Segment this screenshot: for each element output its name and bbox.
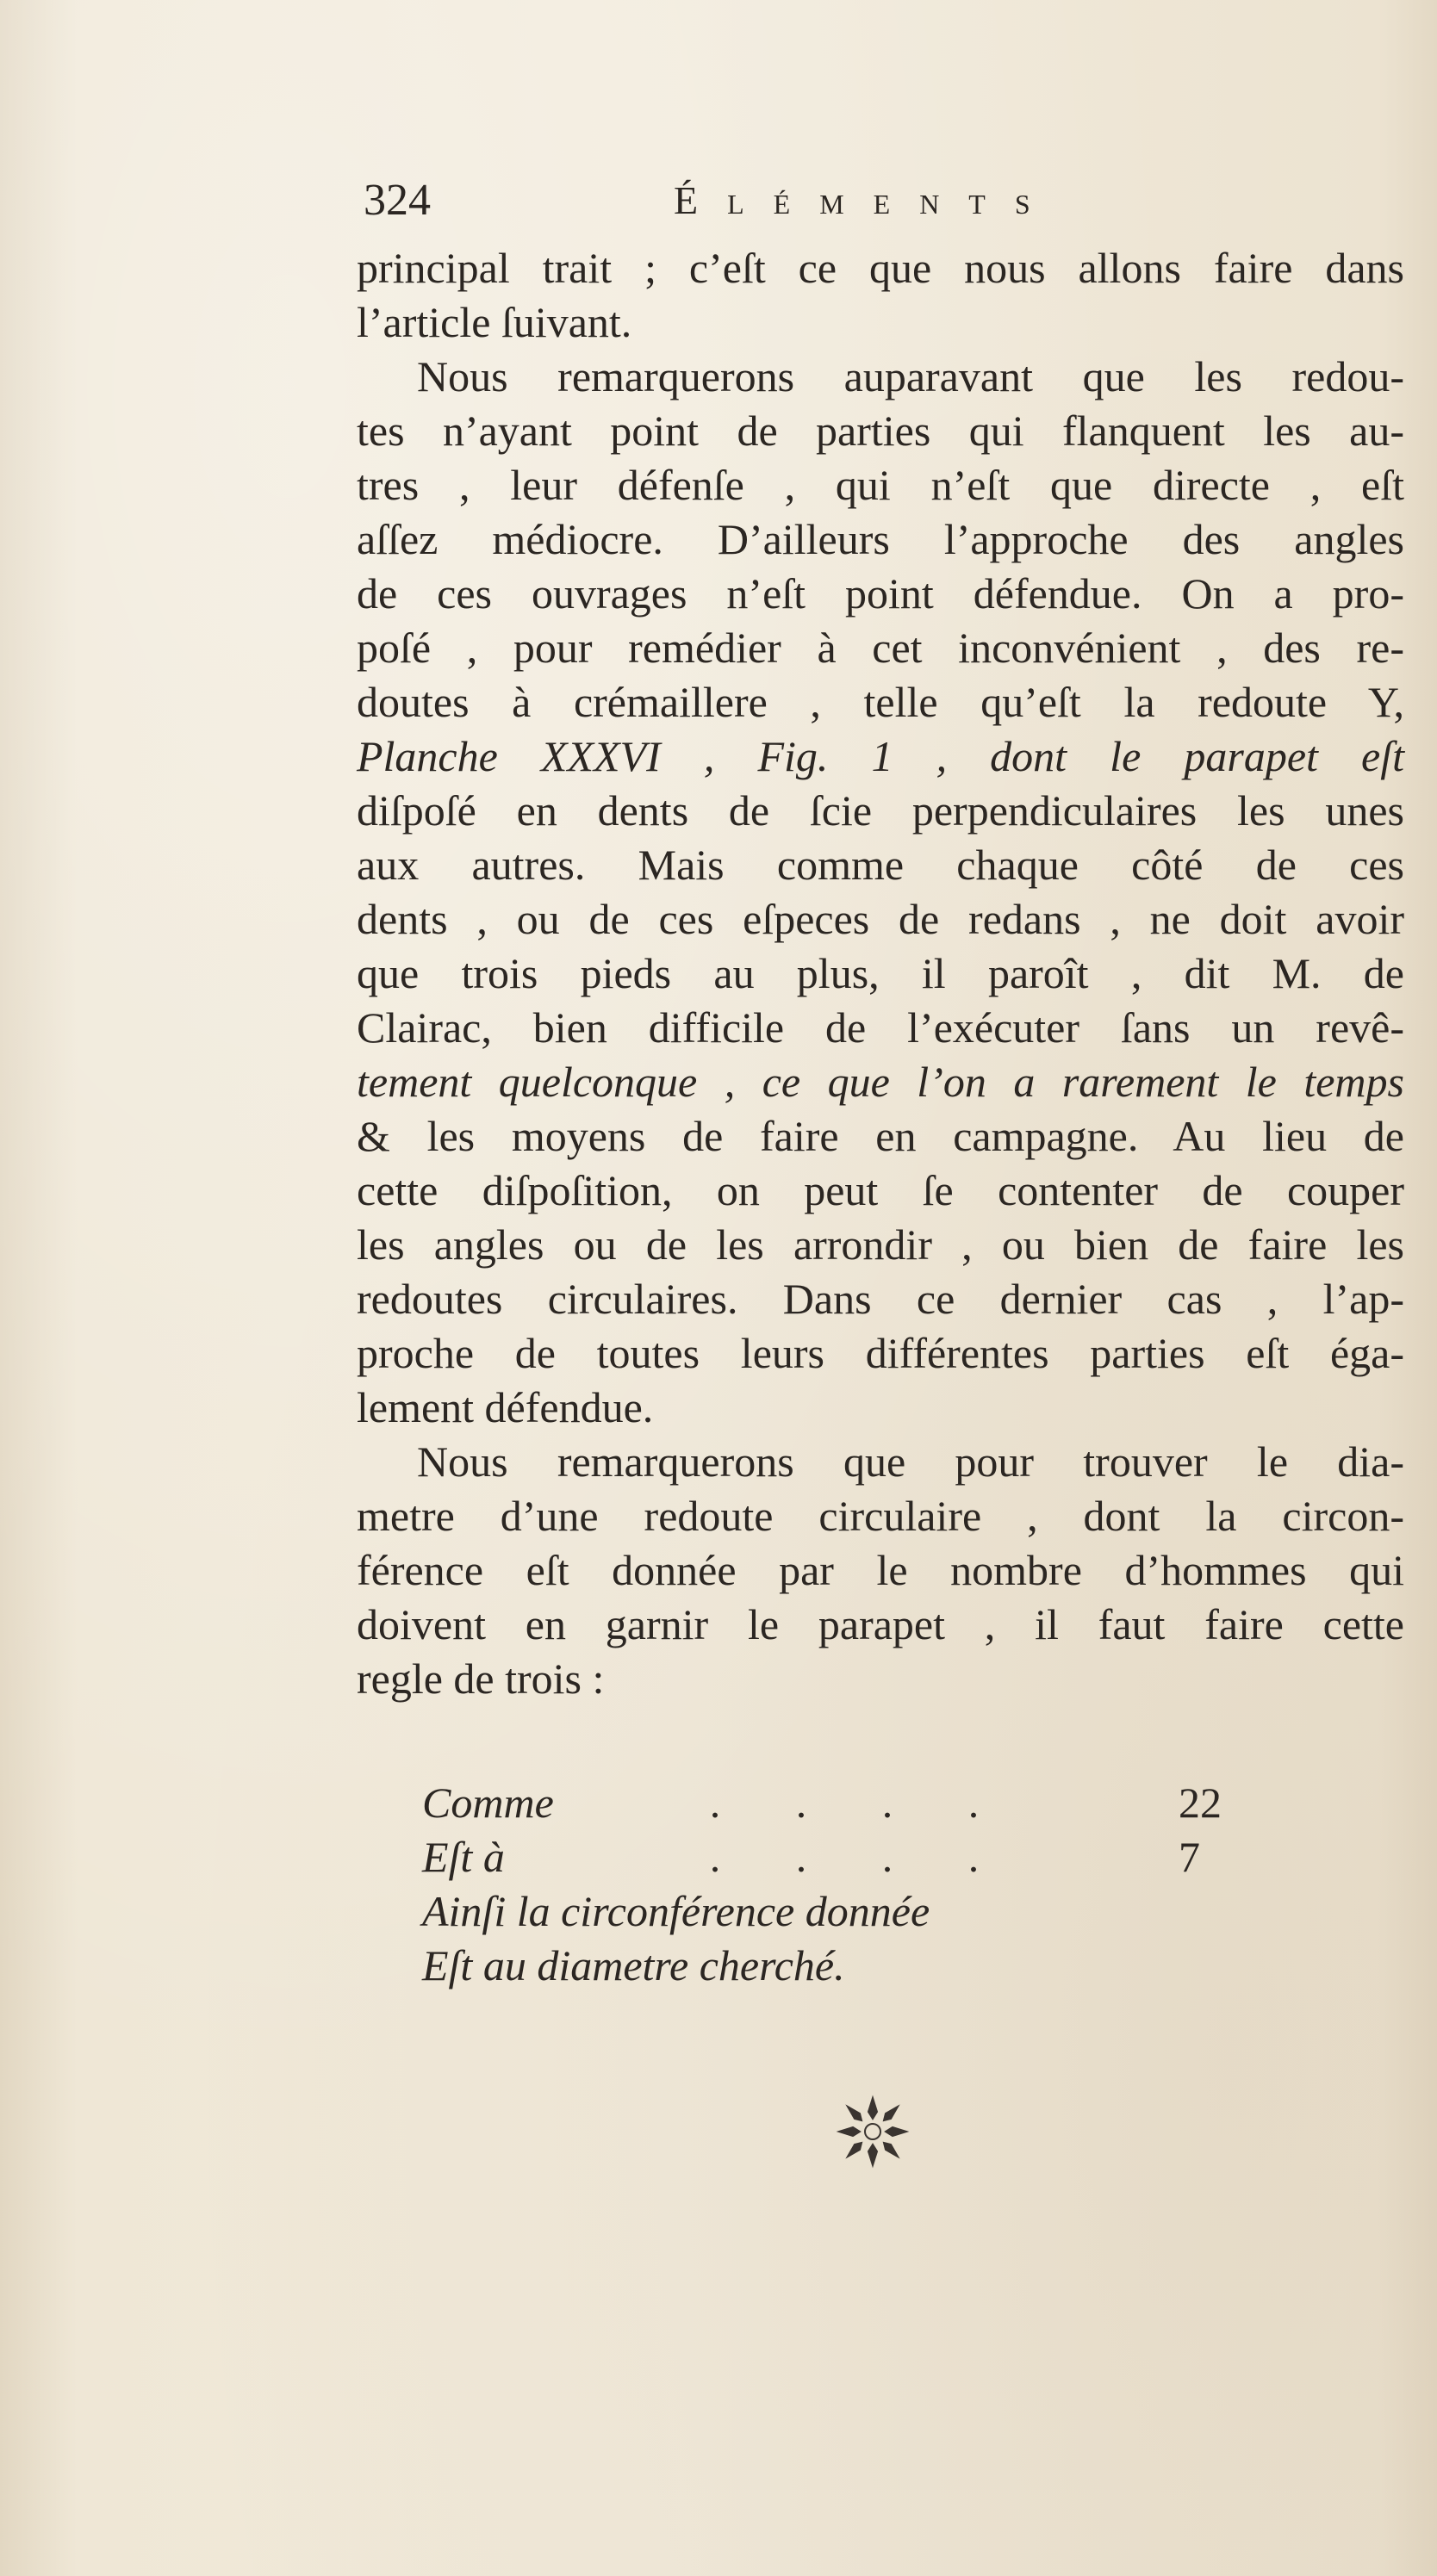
text-line: cette diſpoſition, on peut ſe contenter de couper xyxy=(357,1166,1404,1214)
text-line: aſſez médiocre. D’ailleurs l’approche des angles xyxy=(357,515,1404,563)
text-line: de ces ouvrages n’eſt point défendue. On a pro- xyxy=(357,569,1404,618)
page-number: 324 xyxy=(364,176,431,225)
text-line: tres , leur défenſe , qui n’eſt que directe , eſt xyxy=(357,461,1404,509)
paragraph xyxy=(357,1435,1404,1706)
text-line: Nous remarquerons auparavant que les redou- xyxy=(417,352,1404,400)
text-line: férence eſt donnée par le nombre d’hommes qui xyxy=(357,1546,1404,1594)
rule-row xyxy=(422,1830,1284,1884)
text-line: Nous remarquerons que pour trouver le dia- xyxy=(417,1437,1404,1486)
rule-value: 7 xyxy=(1179,1833,1200,1881)
leader-dots: . . . . xyxy=(709,1833,980,1881)
leader-dots: . . . . xyxy=(709,1778,980,1827)
text-line: aux autres. Mais comme chaque côté de ces xyxy=(357,841,1404,889)
text-line: principal trait ; c’eſt ce que nous allons faire dans xyxy=(357,244,1404,292)
text-line: tes n’ayant point de parties qui flanquent les au- xyxy=(357,407,1404,455)
running-head-title: Éléments xyxy=(674,178,1060,222)
rule-value: 22 xyxy=(1179,1778,1222,1827)
body-text xyxy=(357,241,1404,1706)
rule-label: Eſt à xyxy=(422,1833,505,1881)
rule-row xyxy=(422,1939,1284,1993)
text-line: lement défendue. xyxy=(357,1383,654,1431)
text-line: Clairac, bien difficile de l’exécuter ſans un revê- xyxy=(357,1003,1404,1052)
text-line: poſé , pour remédier à cet inconvénient , des re- xyxy=(357,624,1404,672)
text-line: dents , ou de ces eſpeces de redans , ne doit avoir xyxy=(357,895,1404,943)
text-line: proche de toutes leurs différentes parties eſt éga- xyxy=(357,1329,1404,1377)
rule-label: Eſt au diametre cherché. xyxy=(422,1941,845,1989)
text-line: les angles ou de les arrondir , ou bien de faire les xyxy=(357,1220,1404,1269)
rule-label: Comme xyxy=(422,1778,554,1827)
text-line: diſpoſé en dents de ſcie perpendiculaires les unes xyxy=(357,786,1404,835)
text-line: l’article ſuivant. xyxy=(357,298,632,346)
text-line: doutes à crémaillere , telle qu’eſt la redoute Y, xyxy=(357,678,1404,726)
paragraph xyxy=(357,241,1404,350)
text-line: regle de trois : xyxy=(357,1654,605,1703)
rule-row xyxy=(422,1884,1284,1939)
rule-of-three xyxy=(422,1776,1284,1993)
text-line: doivent en garnir le parapet , il faut faire cette xyxy=(357,1600,1404,1648)
text-line: que trois pieds au plus, il paroît , dit M. de xyxy=(357,949,1404,997)
rule-label: Ainſi la circonférence donnée xyxy=(422,1887,930,1935)
floral-ornament-icon xyxy=(834,2093,911,2170)
text-line: redoutes circulaires. Dans ce dernier cas , l’ap- xyxy=(357,1275,1404,1323)
text-line: & les moyens de faire en campagne. Au lieu de xyxy=(357,1112,1404,1160)
text-line: tement quelconque , ce que l’on a rarement le temps xyxy=(357,1058,1404,1106)
text-line: Planche XXXVI , Fig. 1 , dont le parapet eſt xyxy=(357,732,1404,780)
running-head xyxy=(364,171,1139,231)
text-line: metre d’une redoute circulaire , dont la circon- xyxy=(357,1492,1404,1540)
rule-row xyxy=(422,1776,1284,1830)
paragraph xyxy=(357,350,1404,1435)
